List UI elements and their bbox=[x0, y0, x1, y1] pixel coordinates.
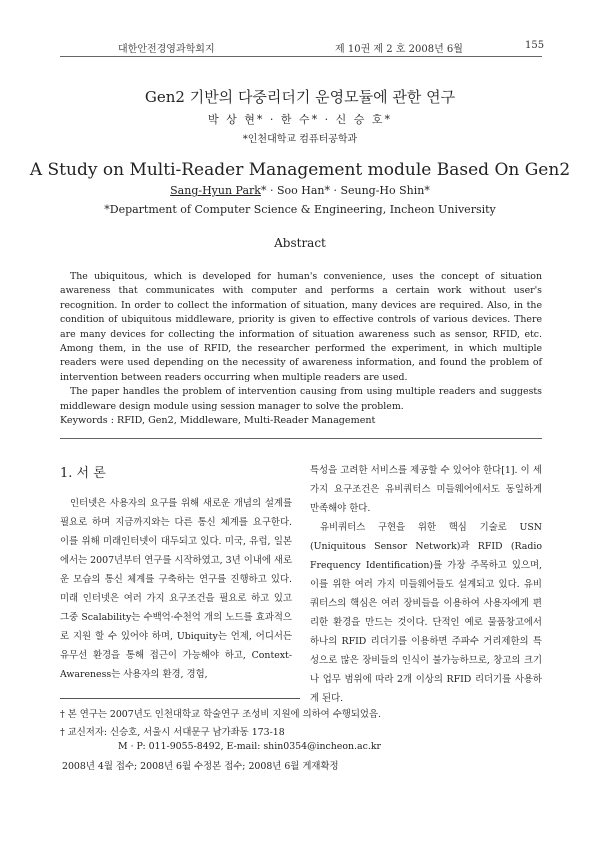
body-paragraph: 유비쿼터스 구현을 위한 핵심 기술로 USN (Uniquitous Sensor Network)과 RFID (Radio Frequency Identification)를 가장 주목하고 있으며, 이를 위한 여러 가지 미들웨어들도 설계되고 있다. 유비쿼터스의 핵심은 여러 장비들을 이용하여 사용자에게 편리한 환경을 만드는 것이다. 단적인 예로 물품창고에서 하나의 RFID 리더기를 이용하면 주파수 거리제한의 특성으로 많은 장비들의 인식이 불가능하므로, 창고의 크기나 업무 범위에 따라 2개 이상의 RFID 리더기를 사용하게 된다. bbox=[310, 522, 542, 704]
section-rule bbox=[60, 438, 542, 439]
footnote-contact: M · P: 011-9055-8492, E-mail: shin0354@incheon.ac.kr bbox=[118, 741, 381, 752]
section-title: 1. 서 론 bbox=[60, 466, 106, 481]
footnote-dates: 2008년 4월 접수; 2008년 6월 수정본 접수; 2008년 6월 게재확정 bbox=[62, 761, 339, 772]
journal-name: 대한안전경영과학회지 bbox=[118, 44, 215, 55]
issue-info: 제 10권 제 2 호 2008년 6월 bbox=[335, 44, 463, 55]
korean-affiliation: *인천대학교 컴퓨터공학과 bbox=[242, 134, 358, 145]
first-author: Sang-Hyun Park bbox=[170, 184, 261, 197]
right-column bbox=[310, 461, 542, 708]
footnote-funding: † 본 연구는 2007년도 인천대학교 학술연구 조성비 지원에 의하여 수행되었음. bbox=[60, 709, 381, 720]
other-authors: * · Soo Han* · Seung-Ho Shin* bbox=[260, 184, 430, 197]
english-title: A Study on Multi-Reader Management module Based On Gen2 bbox=[29, 160, 571, 180]
body-paragraph: 특성을 고려한 서비스를 제공할 수 있어야 한다[1]. 이 세 가지 요구조건은 유비쿼터스 미들웨어에서도 동일하게 만족해야 한다. bbox=[310, 465, 542, 514]
keywords: Keywords : RFID, Gen2, Middleware, Multi-Reader Management bbox=[60, 415, 376, 427]
body-paragraph: 인터넷은 사용자의 요구를 위해 새로운 개념의 설계를 필요로 하며 지금까지와는 다른 통신 체계를 요구한다. 이를 위해 미래인터넷이 대두되고 있다. 미국, 유럽, 일본에서는 2007년부터 연구를 시작하였고, 3년 이내에 새로운 모습의 통신 체계를 구축하는 연구를 진행하고 있다. 미래 인터넷은 여러 가지 요구조건을 필요로 하고 있고 그중 Scalability는 수백억·수천억 개의 노드를 효과적으로 지원 할 수 있어야 하며, Ubiquity는 언제, 어디서든 유무선 환경을 통해 접근이 가능해야 하고, Context-Awareness는 사용자의 환경, 경험, bbox=[60, 498, 292, 680]
english-affiliation: *Department of Computer Science & Engineering, Incheon University bbox=[104, 203, 496, 216]
english-authors bbox=[0, 184, 600, 197]
abstract-heading: Abstract bbox=[274, 236, 326, 250]
abstract-paragraph: The ubiquitous, which is developed for human's convenience, uses the concept of situation awareness that communicates with computer and performs a certain work without user's recognition. In order to collect the information of situation, many devices are required. Also, in the condition of ubiquitous middleware, priority is given to effective controls of various devices. There are many devices for collecting the information of situation awareness such as sensor, RFID, etc. Among them, in the use of RFID, the researcher performed the experiment, in which multiple readers were used depending on the necessity of awareness information, and found the problem of intervention between readers occurring when multiple readers are used. bbox=[60, 271, 542, 383]
header-rule bbox=[60, 56, 542, 57]
abstract-body bbox=[60, 270, 542, 428]
korean-authors: 박 상 현* · 한 수* · 신 승 호* bbox=[208, 113, 392, 126]
korean-title: Gen2 기반의 다중리더기 운영모듈에 관한 연구 bbox=[144, 88, 456, 106]
page-number: 155 bbox=[525, 40, 545, 51]
footnote-corresponding: † 교신저자: 신승호, 서울시 서대문구 남가좌동 173-18 bbox=[60, 727, 285, 738]
footnote-rule bbox=[60, 698, 300, 699]
left-column bbox=[60, 494, 292, 684]
abstract-paragraph: The paper handles the problem of intervention causing from using multiple readers and suggests middleware design module using session manager to solve the problem. bbox=[60, 386, 542, 412]
